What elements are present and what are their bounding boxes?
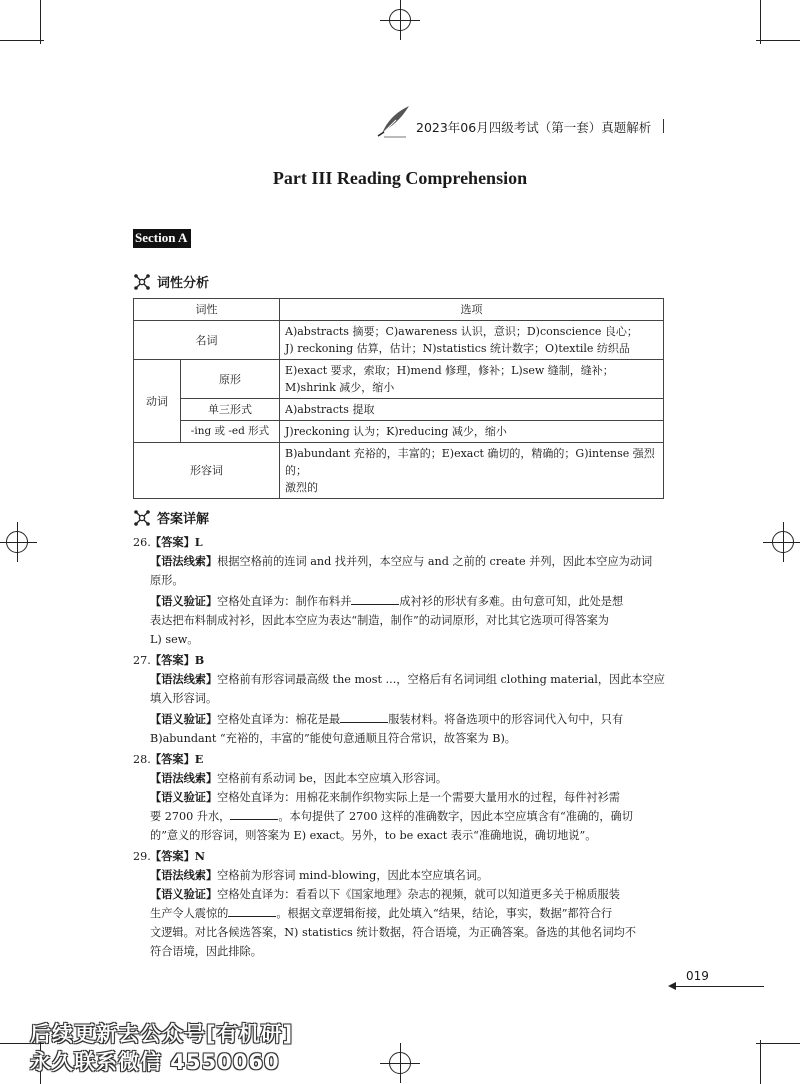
pos-heading-text: 词性分析: [157, 276, 210, 291]
row-sublabel-base: 原形: [181, 360, 280, 399]
answer-item: 26. 【答案】L 【语法线索】根据空格前的连词 and 找并列，本空应与 and 之前的 create 并列，因此本空应为动词 原形。 【语义验证】空格处直译为：制作布料并 成衬衫的形状有多难。由句意可知，此处是想 表达把布料制成衬衫，因此本空应为表达“制造，制作”的动词原形，对比其它选项可得答案为 L) sew。: [133, 535, 653, 646]
row-label-noun: 名词: [134, 321, 280, 360]
registration-mark-icon: [389, 1052, 411, 1074]
row-options-third: A)abstracts 提取: [280, 399, 664, 421]
row-label-verb: 动词: [134, 360, 181, 443]
table-row: [134, 321, 664, 360]
row-options-adj: B)abundant 充裕的，丰富的；E)exact 确切的，精确的；G)intense 强烈的； 激烈的: [280, 443, 664, 499]
header-divider: [663, 119, 664, 133]
header-title: 2023年06月四级考试（第一套）真题解析: [416, 120, 652, 135]
answer-item: 29. 【答案】N 【语法线索】空格前为形容词 mind-blowing，因此本空应填名词。 【语义验证】空格处直译为：看看以下《国家地理》杂志的视频，就可以知道更多关于棉质服装 生产令人震惊的 。根据文章逻辑衔接，此处填入“结果，结论，事实，数据”都符合行 文逻辑。对比各候选答案，N) statistics 统计数据，符合语境，为正确答案。备选的其他名词均不 符合语境，因此排除。: [133, 849, 637, 958]
quill-pen-icon: [376, 104, 412, 138]
answers-heading-text: 答案详解: [157, 512, 210, 527]
crop-mark: [760, 1040, 761, 1084]
page-marker-icon: [668, 982, 676, 990]
watermark-line-2: 永久联系微信 4550060: [30, 1050, 280, 1074]
registration-mark-icon: [6, 531, 28, 553]
table-header-options: 选项: [280, 299, 664, 321]
blank-line: [230, 808, 278, 820]
answers-list: [133, 533, 665, 963]
pos-heading: [133, 272, 209, 291]
crop-mark: [760, 0, 761, 44]
crop-mark: [756, 1043, 800, 1044]
table-row: [134, 399, 664, 421]
crop-mark: [756, 40, 800, 41]
answers-heading: [133, 508, 209, 527]
page-rule: [676, 986, 764, 987]
row-sublabel-ing: -ing 或 -ed 形式: [181, 421, 280, 443]
watermark-line-1: 后续更新去公众号[有机研]: [30, 1022, 294, 1046]
table-row: [134, 421, 664, 443]
table-row: [134, 360, 664, 399]
row-options-ing: J)reckoning 认为；K)reducing 减少，缩小: [280, 421, 664, 443]
answer-item: 28. 【答案】E 【语法线索】空格前有系动词 be，因此本空应填入形容词。 【语义验证】空格处直译为：用棉花来制作织物实际上是一个需要大量用水的过程，每件衬衫需 要 2700 升水， 。本句提供了 2700 这样的准确数字，因此本空应填含有“准确的，确切 的”意义的形容词，则答案为 E) exact。另外，to be exact 表示“准确地说，确切地说”。: [133, 752, 633, 842]
row-label-adj: 形容词: [134, 443, 280, 499]
blank-line: [228, 905, 276, 917]
pos-table: [133, 298, 664, 499]
crop-mark: [40, 0, 41, 44]
crop-mark: [0, 40, 44, 41]
molecule-icon: [133, 273, 151, 291]
registration-mark-icon: [772, 531, 794, 553]
blank-line: [340, 711, 388, 723]
registration-mark-icon: [389, 9, 411, 31]
row-options-noun: A)abstracts 摘要；C)awareness 认识，意识；D)conscience 良心； J) reckoning 估算，估计；N)statistics 统计数字；O)textile 纺织品: [280, 321, 664, 360]
page-number: 019: [686, 969, 709, 983]
section-label: Section A: [133, 229, 191, 248]
row-sublabel-third: 单三形式: [181, 399, 280, 421]
running-header: [376, 100, 676, 140]
blank-line: [351, 593, 399, 605]
table-header-pos: 词性: [134, 299, 280, 321]
part-title: Part III Reading Comprehension: [272, 168, 528, 188]
table-row: [134, 443, 664, 499]
row-options-base: E)exact 要求，索取；H)mend 修理，修补；L)sew 缝制，缝补； M)shrink 减少，缩小: [280, 360, 664, 399]
table-header-row: [134, 299, 664, 321]
answer-item: 27. 【答案】B 【语法线索】空格前有形容词最高级 the most ...，空格后有名词词组 clothing material，因此本空应 填入形容词。 【语义验证】空格处直译为：棉花是最 服装材料。将备选项中的形容词代入句中，只有 B)abundant “充裕的，丰富的”能使句意通顺且符合常识，故答案为 B)。: [133, 653, 665, 745]
molecule-icon: [133, 509, 151, 527]
